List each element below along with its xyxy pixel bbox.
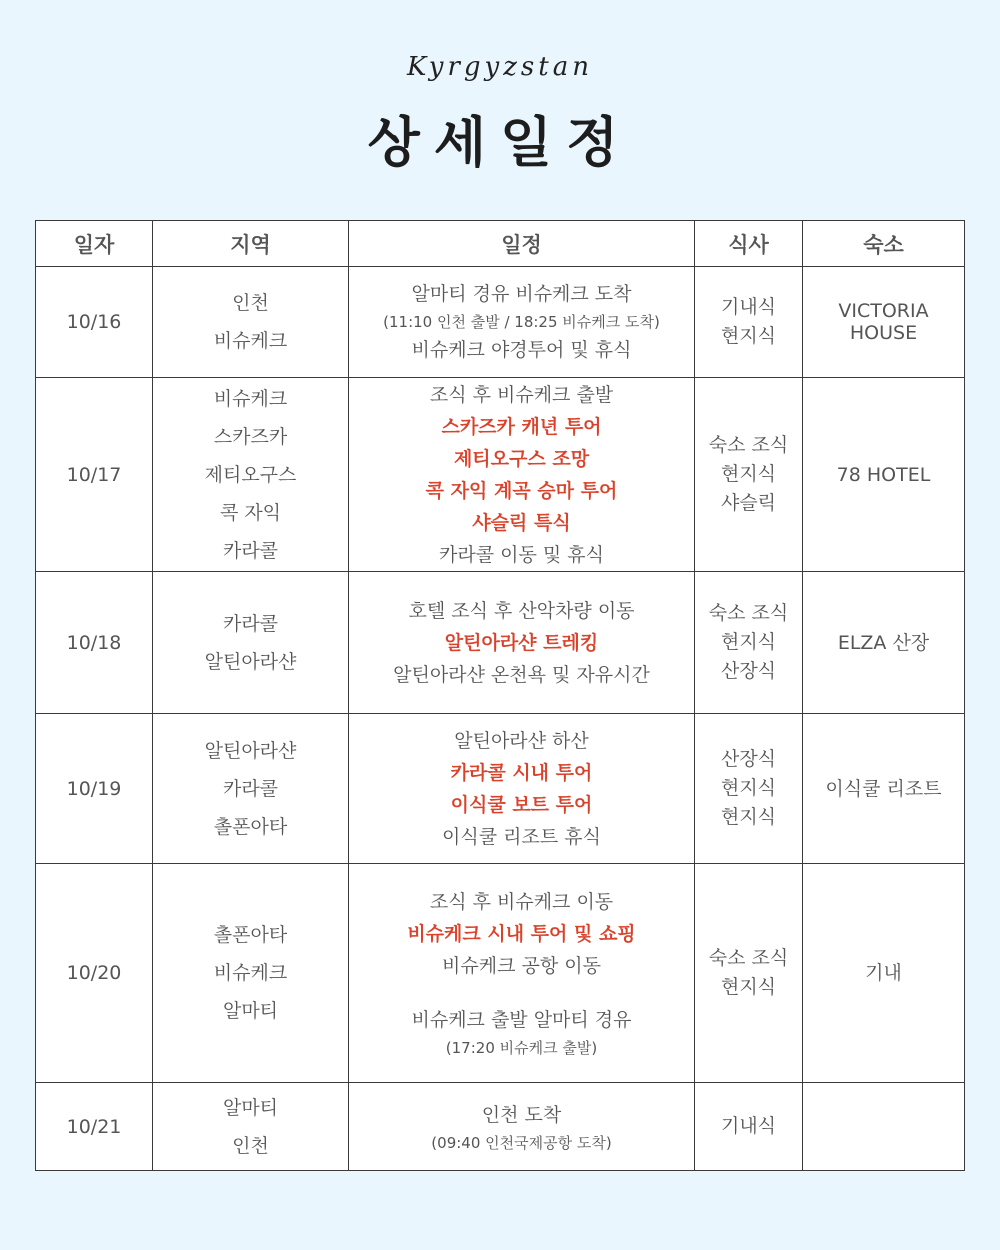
lodging-item: 이식쿨 리조트 [825, 777, 942, 800]
header-schedule: 일정 [349, 221, 695, 267]
itinerary-table [35, 220, 965, 1171]
meal-cell [695, 572, 803, 714]
header-date: 일자 [36, 221, 153, 267]
schedule-highlight: 카라콜 시내 투어 [450, 761, 593, 784]
meal-item: 샤슬릭 [720, 492, 777, 514]
date-text: 10/18 [66, 631, 122, 654]
date-text: 10/20 [66, 962, 122, 984]
region-item: 카라콜 [222, 539, 279, 562]
lodging-item: 78 HOTEL [836, 463, 931, 486]
lodging-item: 기내 [865, 962, 902, 984]
header-meal: 식사 [695, 221, 803, 267]
schedule-item: 알틴아라샨 온천욕 및 자유시간 [393, 663, 650, 686]
meal-item: 산장식 [720, 748, 777, 770]
table-row [36, 378, 965, 572]
schedule-cell [349, 378, 695, 572]
region-cell [153, 267, 349, 378]
meal-item: 현지식 [720, 325, 777, 347]
subtitle: Kyrgyzstan [407, 52, 593, 82]
date-cell [36, 267, 153, 378]
region-item: 스카즈카 [213, 425, 288, 448]
schedule-highlight: 콕 자익 계곡 승마 투어 [425, 479, 618, 502]
region-cell [153, 1083, 349, 1171]
region-item: 인천 [232, 1134, 269, 1157]
meal-item: 현지식 [720, 631, 777, 653]
schedule-cell [349, 267, 695, 378]
region-cell [153, 378, 349, 572]
schedule-highlight: 이식쿨 보트 투어 [450, 793, 593, 816]
schedule-item: 조식 후 비슈케크 출발 [429, 383, 614, 406]
region-item: 촐폰아타 [213, 815, 288, 838]
date-cell [36, 1083, 153, 1171]
table-row [36, 267, 965, 378]
meal-item: 기내식 [720, 296, 777, 318]
schedule-highlight: 비슈케크 시내 투어 및 쇼핑 [407, 923, 636, 945]
meal-item: 기내식 [720, 1115, 777, 1137]
schedule-item: 비슈케크 야경투어 및 휴식 [411, 339, 632, 361]
date-cell [36, 572, 153, 714]
table-row [36, 864, 965, 1083]
lodging-cell [803, 1083, 965, 1171]
schedule-item: 알마티 경유 비슈케크 도착 [411, 283, 632, 305]
date-cell [36, 378, 153, 572]
lodging-cell [803, 267, 965, 378]
meal-item: 현지식 [720, 976, 777, 998]
schedule-highlight: 제티오구스 조망 [453, 447, 590, 470]
region-item: 콕 자익 [219, 501, 282, 524]
schedule-item: 비슈케크 출발 알마티 경유 [411, 1009, 632, 1031]
itinerary-body [36, 267, 965, 1171]
lodging-cell [803, 864, 965, 1083]
page-title: 상세일정 [367, 111, 633, 174]
lodging-item: VICTORIA [838, 300, 929, 322]
meal-item: 현지식 [720, 806, 777, 828]
schedule-spacer [349, 982, 694, 1004]
region-item: 인천 [232, 292, 269, 314]
table-row [36, 1083, 965, 1171]
date-text: 10/21 [66, 1115, 122, 1138]
date-cell [36, 864, 153, 1083]
header-row [36, 221, 965, 267]
region-cell [153, 714, 349, 864]
lodging-item: HOUSE [849, 322, 918, 344]
region-item: 비슈케크 [213, 387, 288, 410]
table-row [36, 714, 965, 864]
schedule-item: 호텔 조식 후 산악차량 이동 [408, 599, 635, 622]
schedule-highlight: 스카즈카 캐년 투어 [441, 415, 602, 438]
schedule-item: 알틴아라샨 하산 [454, 729, 589, 752]
region-item: 카라콜 [222, 612, 279, 635]
meal-item: 산장식 [720, 660, 777, 682]
schedule-note: (11:10 인천 출발 / 18:25 비슈케크 도착) [383, 313, 660, 331]
region-cell [153, 572, 349, 714]
lodging-cell [803, 572, 965, 714]
lodging-item: ELZA 산장 [837, 631, 930, 654]
schedule-cell [349, 864, 695, 1083]
meal-item: 숙소 조식 [708, 947, 789, 969]
lodging-cell [803, 714, 965, 864]
schedule-highlight: 샤슬릭 특식 [472, 511, 571, 534]
region-item: 알틴아라샨 [204, 650, 297, 673]
region-item: 제티오구스 [204, 463, 297, 486]
meal-cell [695, 1083, 803, 1171]
header-lodging: 숙소 [803, 221, 965, 267]
schedule-item: 비슈케크 공항 이동 [442, 955, 601, 977]
region-cell [153, 864, 349, 1083]
meal-cell [695, 864, 803, 1083]
schedule-cell [349, 1083, 695, 1171]
meal-cell [695, 714, 803, 864]
region-item: 알마티 [222, 1000, 279, 1022]
region-item: 알틴아라샨 [204, 739, 297, 762]
date-text: 10/17 [66, 463, 122, 486]
meal-item: 숙소 조식 [708, 602, 789, 624]
meal-item: 숙소 조식 [708, 434, 789, 456]
schedule-item: 인천 도착 [481, 1103, 562, 1126]
header-region: 지역 [153, 221, 349, 267]
region-item: 비슈케크 [213, 330, 288, 352]
schedule-item: 이식쿨 리조트 휴식 [442, 825, 601, 848]
schedule-item: 조식 후 비슈케크 이동 [429, 891, 614, 913]
schedule-cell [349, 714, 695, 864]
table-row [36, 572, 965, 714]
region-item: 비슈케크 [213, 962, 288, 984]
date-text: 10/16 [66, 311, 122, 333]
meal-cell [695, 378, 803, 572]
schedule-highlight: 알틴아라샨 트레킹 [444, 631, 599, 654]
lodging-cell [803, 378, 965, 572]
meal-item: 현지식 [720, 463, 777, 485]
date-text: 10/19 [66, 777, 122, 800]
meal-cell [695, 267, 803, 378]
schedule-note: (09:40 인천국제공항 도착) [431, 1133, 612, 1152]
region-item: 알마티 [222, 1096, 279, 1119]
schedule-cell [349, 572, 695, 714]
region-item: 촐폰아타 [213, 924, 288, 946]
schedule-item: 카라콜 이동 및 휴식 [439, 543, 604, 566]
date-cell [36, 714, 153, 864]
meal-item: 현지식 [720, 777, 777, 799]
region-item: 카라콜 [222, 777, 279, 800]
schedule-note: (17:20 비슈케크 출발) [445, 1039, 598, 1057]
